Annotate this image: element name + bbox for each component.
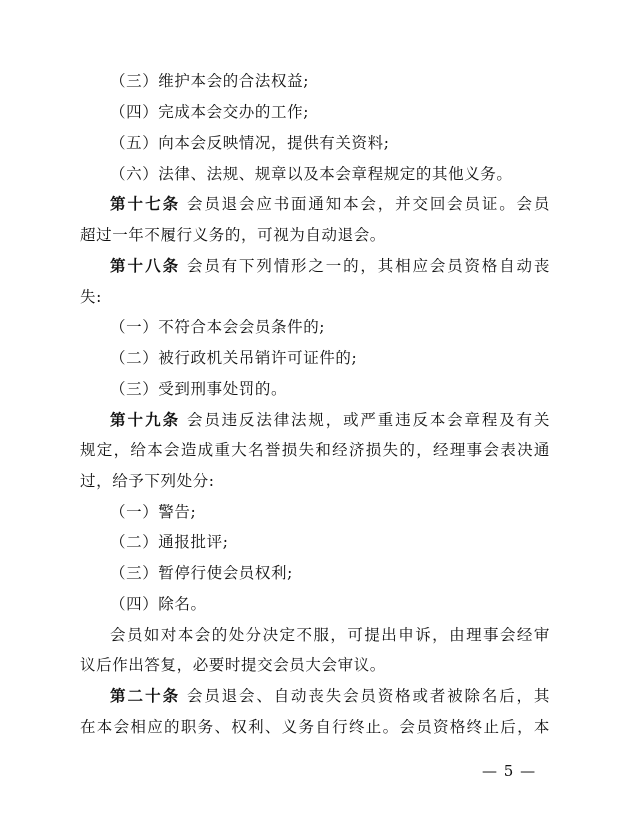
clause-item-5 xyxy=(110,133,550,153)
line-text: （二）通报批评; xyxy=(110,533,229,551)
article-19-item-3 xyxy=(110,563,550,583)
line-text: 会员退会、自动丧失会员资格或者被除名后，其 xyxy=(186,687,550,705)
article-19-first-line xyxy=(110,410,550,430)
line-text: 过，给予下列处分: xyxy=(80,472,215,490)
line-text: 失: xyxy=(80,288,102,306)
appeal-paragraph-first-line xyxy=(110,625,550,645)
article-20-first-line xyxy=(110,686,550,706)
article-heading: 第十九条 xyxy=(110,411,181,429)
line-text: 会员退会应书面通知本会，并交回会员证。会员 xyxy=(186,195,550,213)
article-18-item-2 xyxy=(110,348,550,368)
article-20-second-line xyxy=(80,717,550,737)
clause-item-6 xyxy=(110,164,550,184)
article-heading: 第二十条 xyxy=(110,687,181,705)
line-text: 会员有下列情形之一的，其相应会员资格自动丧 xyxy=(186,257,550,275)
line-text: （三）维护本会的合法权益; xyxy=(110,72,310,90)
article-18-item-3 xyxy=(110,379,550,399)
line-text: （五）向本会反映情况，提供有关资料; xyxy=(110,134,390,152)
article-19-second-line xyxy=(80,440,550,460)
line-text: （二）被行政机关吊销许可证件的; xyxy=(110,349,358,367)
page-number: — 5 — xyxy=(482,762,537,780)
article-17-first-line xyxy=(110,194,550,214)
article-18-second-line xyxy=(80,287,550,307)
line-text: 超过一年不履行义务的，可视为自动退会。 xyxy=(80,226,386,244)
article-18-item-1 xyxy=(110,317,550,337)
line-text: （三）受到刑事处罚的。 xyxy=(110,380,288,398)
article-19-item-4 xyxy=(110,594,550,614)
article-heading: 第十八条 xyxy=(110,257,181,275)
article-19-item-2 xyxy=(110,532,550,552)
article-19-item-1 xyxy=(110,502,550,522)
line-text: （一）警告; xyxy=(110,503,197,521)
article-19-third-line xyxy=(80,471,550,491)
appeal-paragraph-second-line xyxy=(80,655,550,675)
line-text: （六）法律、法规、规章以及本会章程规定的其他义务。 xyxy=(110,165,513,183)
article-heading: 第十七条 xyxy=(110,195,181,213)
line-text: （四）完成本会交办的工作; xyxy=(110,103,310,121)
article-17-second-line xyxy=(80,225,550,245)
line-text: 在本会相应的职务、权利、义务自行终止。会员资格终止后，本 xyxy=(80,718,550,736)
article-18-first-line xyxy=(110,256,550,276)
line-text: 会员如对本会的处分决定不服，可提出申诉，由理事会经审 xyxy=(110,626,550,644)
line-text: （一）不符合本会会员条件的; xyxy=(110,318,326,336)
line-text: 规定，给本会造成重大名誉损失和经济损失的，经理事会表决通 xyxy=(80,441,550,459)
line-text: 议后作出答复，必要时提交会员大会审议。 xyxy=(80,656,386,674)
clause-item-3 xyxy=(110,71,550,91)
line-text: （四）除名。 xyxy=(110,595,207,613)
line-text: 会员违反法律法规，或严重违反本会章程及有关 xyxy=(186,411,550,429)
clause-item-4 xyxy=(110,102,550,122)
line-text: （三）暂停行使会员权利; xyxy=(110,564,293,582)
